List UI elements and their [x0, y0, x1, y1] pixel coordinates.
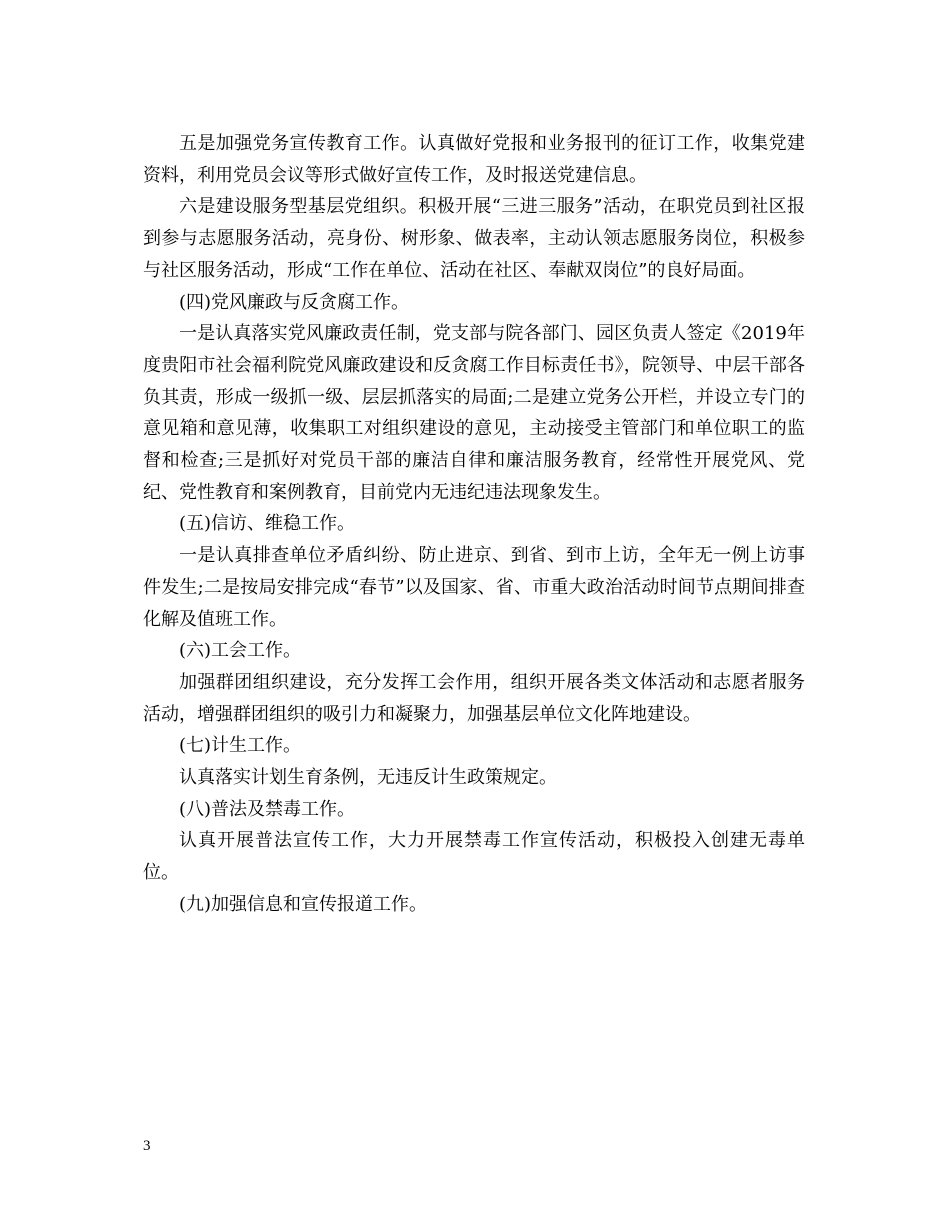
paragraph-union: 加强群团组织建设，充分发挥工会作用，组织开展各类文体活动和志愿者服务活动，增强群团组织的吸引力和凝聚力，加强基层单位文化阵地建设。 — [143, 671, 805, 725]
paragraph-service-party-org: 六是建设服务型基层党组织。积极开展“三进三服务”活动，在职党员到社区报到参与志愿服务活动，亮身份、树形象、做表率，主动认领志愿服务岗位，积极参与社区服务活动，形成“工作在单位、活动在社区、奉献双岗位”的良好局面。 — [143, 196, 805, 281]
section-heading-union: (六)工会工作。 — [179, 640, 302, 662]
document-body — [143, 128, 805, 921]
page-number: 3 — [143, 1138, 151, 1154]
paragraph-party-publicity: 五是加强党务宣传教育工作。认真做好党报和业务报刊的征订工作，收集党建资料，利用党员会议等形式做好宣传工作，及时报送党建信息。 — [143, 133, 805, 186]
section-heading-petitions: (五)信访、维稳工作。 — [179, 513, 356, 535]
section-heading-family-planning: (七)计生工作。 — [179, 735, 302, 757]
section-heading-law-drugs: (八)普法及禁毒工作。 — [179, 798, 356, 820]
paragraph-petitions: 一是认真排查单位矛盾纠纷、防止进京、到省、到市上访，全年无一例上访事件发生;二是按局安排完成“春节”以及国家、省、市重大政治活动时间节点期间排查化解及值班工作。 — [143, 545, 805, 630]
paragraph-law-drugs: 认真开展普法宣传工作，大力开展禁毒工作宣传活动，积极投入创建无毒单位。 — [143, 830, 805, 884]
paragraph-family-planning: 认真落实计划生育条例，无违反计生政策规定。 — [179, 767, 557, 789]
section-heading-information: (九)加强信息和宣传报道工作。 — [179, 893, 428, 915]
paragraph-anti-corruption: 一是认真落实党风廉政责任制，党支部与院各部门、园区负责人签定《2019年度贵阳市社会福利院党风廉政建设和反贪腐工作目标责任书》，院领导、中层干部各负其责，形成一级抓一级、层层抓落实的局面;二是建立党务公开栏，并设立专门的意见箱和意见薄，收集职工对组织建设的意见，主动接受主管部门和单位职工的监督和检查;三是抓好对党员干部的廉洁自律和廉洁服务教育，经常性开展党风、党纪、党性教育和案例教育，目前党内无违纪违法现象发生。 — [143, 323, 805, 503]
section-heading-anti-corruption: (四)党风廉政与反贪腐工作。 — [179, 291, 410, 313]
